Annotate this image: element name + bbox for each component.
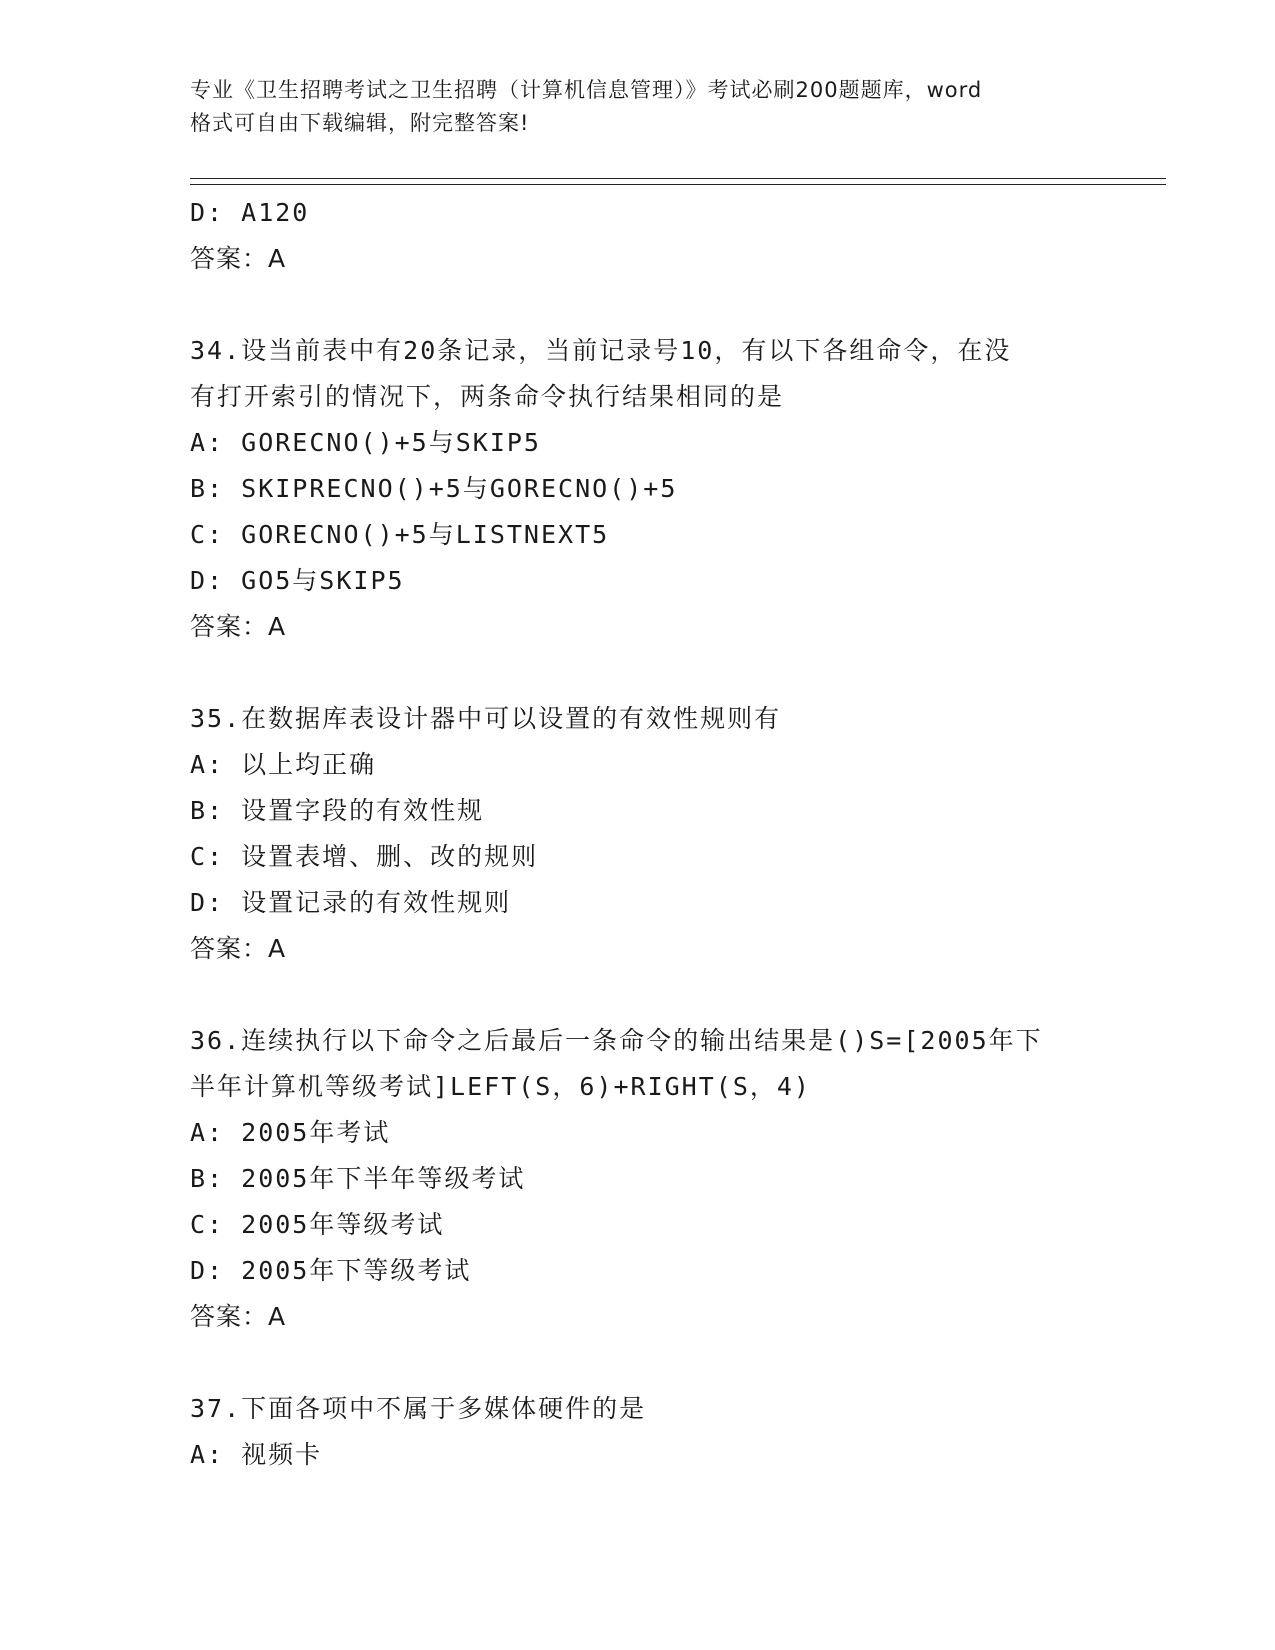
answer-line: 答案：A: [190, 934, 287, 963]
question-list: [190, 190, 1090, 1478]
question-text: 37.下面各项中不属于多媒体硬件的是: [190, 1394, 647, 1423]
option-c: C: GORECNO()+5与LISTNEXT5: [190, 520, 610, 549]
question-text: 35.在数据库表设计器中可以设置的有效性规则有: [190, 704, 782, 733]
option-d: D: 2005年下等级考试: [190, 1256, 472, 1285]
question-block-37: [190, 1386, 1090, 1478]
question-block-34: [190, 328, 1090, 650]
question-block-35: [190, 696, 1090, 972]
spacer: [190, 282, 1090, 328]
question-text-continued: 有打开索引的情况下，两条命令执行结果相同的是: [190, 382, 785, 411]
answer-line: 答案：A: [190, 244, 287, 273]
header-line-1: 专业《卫生招聘考试之卫生招聘（计算机信息管理）》考试必刷200题题库，word: [190, 78, 983, 102]
spacer: [190, 972, 1090, 1018]
option-a: A: 2005年考试: [190, 1118, 391, 1147]
spacer: [190, 650, 1090, 696]
header-line-2: 格式可自由下载编辑，附完整答案!: [190, 111, 530, 135]
question-block-36: [190, 1018, 1090, 1340]
question-block-33: [190, 190, 1090, 282]
answer-line: 答案：A: [190, 612, 287, 641]
option-b: B: SKIPRECNO()+5与GORECNO()+5: [190, 474, 678, 503]
option-a: A: 视频卡: [190, 1440, 323, 1469]
document-header: [190, 74, 1090, 140]
option-c: C: 设置表增、删、改的规则: [190, 842, 539, 871]
option-b: B: 2005年下半年等级考试: [190, 1164, 526, 1193]
option-b: B: 设置字段的有效性规: [190, 796, 485, 825]
option-a: A: 以上均正确: [190, 750, 377, 779]
question-text: 34.设当前表中有20条记录，当前记录号10，有以下各组命令，在没: [190, 336, 1012, 365]
header-rule-bottom: [190, 184, 1166, 185]
question-text: 36.连续执行以下命令之后最后一条命令的输出结果是()S=[2005年下: [190, 1026, 1043, 1055]
spacer: [190, 1340, 1090, 1386]
answer-line: 答案：A: [190, 1302, 287, 1331]
option-d: D: A120: [190, 198, 310, 227]
option-d: D: GO5与SKIP5: [190, 566, 405, 595]
question-text-continued: 半年计算机等级考试]LEFT(S，6)+RIGHT(S，4): [190, 1072, 811, 1101]
option-d: D: 设置记录的有效性规则: [190, 888, 512, 917]
option-c: C: 2005年等级考试: [190, 1210, 445, 1239]
option-a: A: GORECNO()+5与SKIP5: [190, 428, 541, 457]
header-rule-top: [190, 178, 1166, 179]
